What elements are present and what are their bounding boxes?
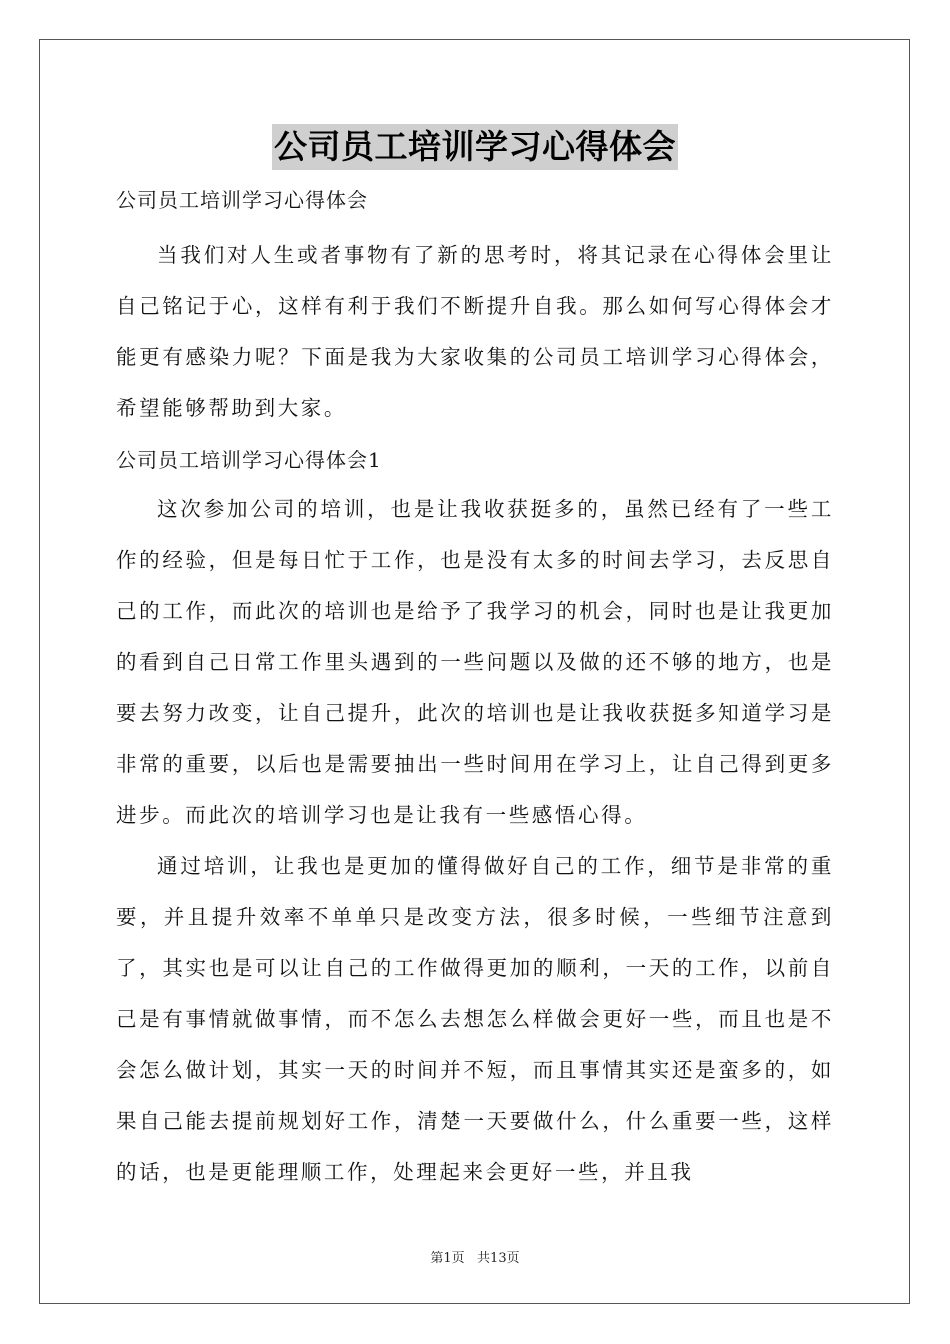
- body-paragraph: 通过培训，让我也是更加的懂得做好自己的工作，细节是非常的重要，并且提升效率不单单只是改变方法，很多时候，一些细节注意到了，其实也是可以让自己的工作做得更加的顺利，一天的工作，以前自己是有事情就做事情，而不怎么去想怎么样做会更好一些，而且也是不会怎么做计划，其实一天的时间并不短，而且事情其实还是蛮多的，如果自己能去提前规划好工作，清楚一天要做什么，什么重要一些，这样的话，也是更能理顺工作，处理起来会更好一些，并且我: [116, 854, 834, 1184]
- section-heading: 公司员工培训学习心得体会1: [116, 448, 382, 472]
- document-title: 公司员工培训学习心得体会: [272, 124, 678, 170]
- body-paragraph: 这次参加公司的培训，也是让我收获挺多的，虽然已经有了一些工作的经验，但是每日忙于工作，也是没有太多的时间去学习，去反思自己的工作，而此次的培训也是给予了我学习的机会，同时也是让我更加的看到自己日常工作里头遇到的一些问题以及做的还不够的地方，也是要去努力改变，让自己提升，此次的培训也是让我收获挺多知道学习是非常的重要，以后也是需要抽出一些时间用在学习上，让自己得到更多进步。而此次的培训学习也是让我有一些感悟心得。: [116, 497, 834, 827]
- document-body: [116, 178, 834, 1198]
- title-container: [0, 124, 950, 170]
- document-subtitle: 公司员工培训学习心得体会: [116, 188, 368, 212]
- intro-paragraph: 当我们对人生或者事物有了新的思考时，将其记录在心得体会里让自己铭记于心，这样有利于我们不断提升自我。那么如何写心得体会才能更有感染力呢？下面是我为大家收集的公司员工培训学习心得体会，希望能够帮助到大家。: [116, 243, 834, 420]
- page-number-footer: 第1页 共13页: [430, 1251, 520, 1266]
